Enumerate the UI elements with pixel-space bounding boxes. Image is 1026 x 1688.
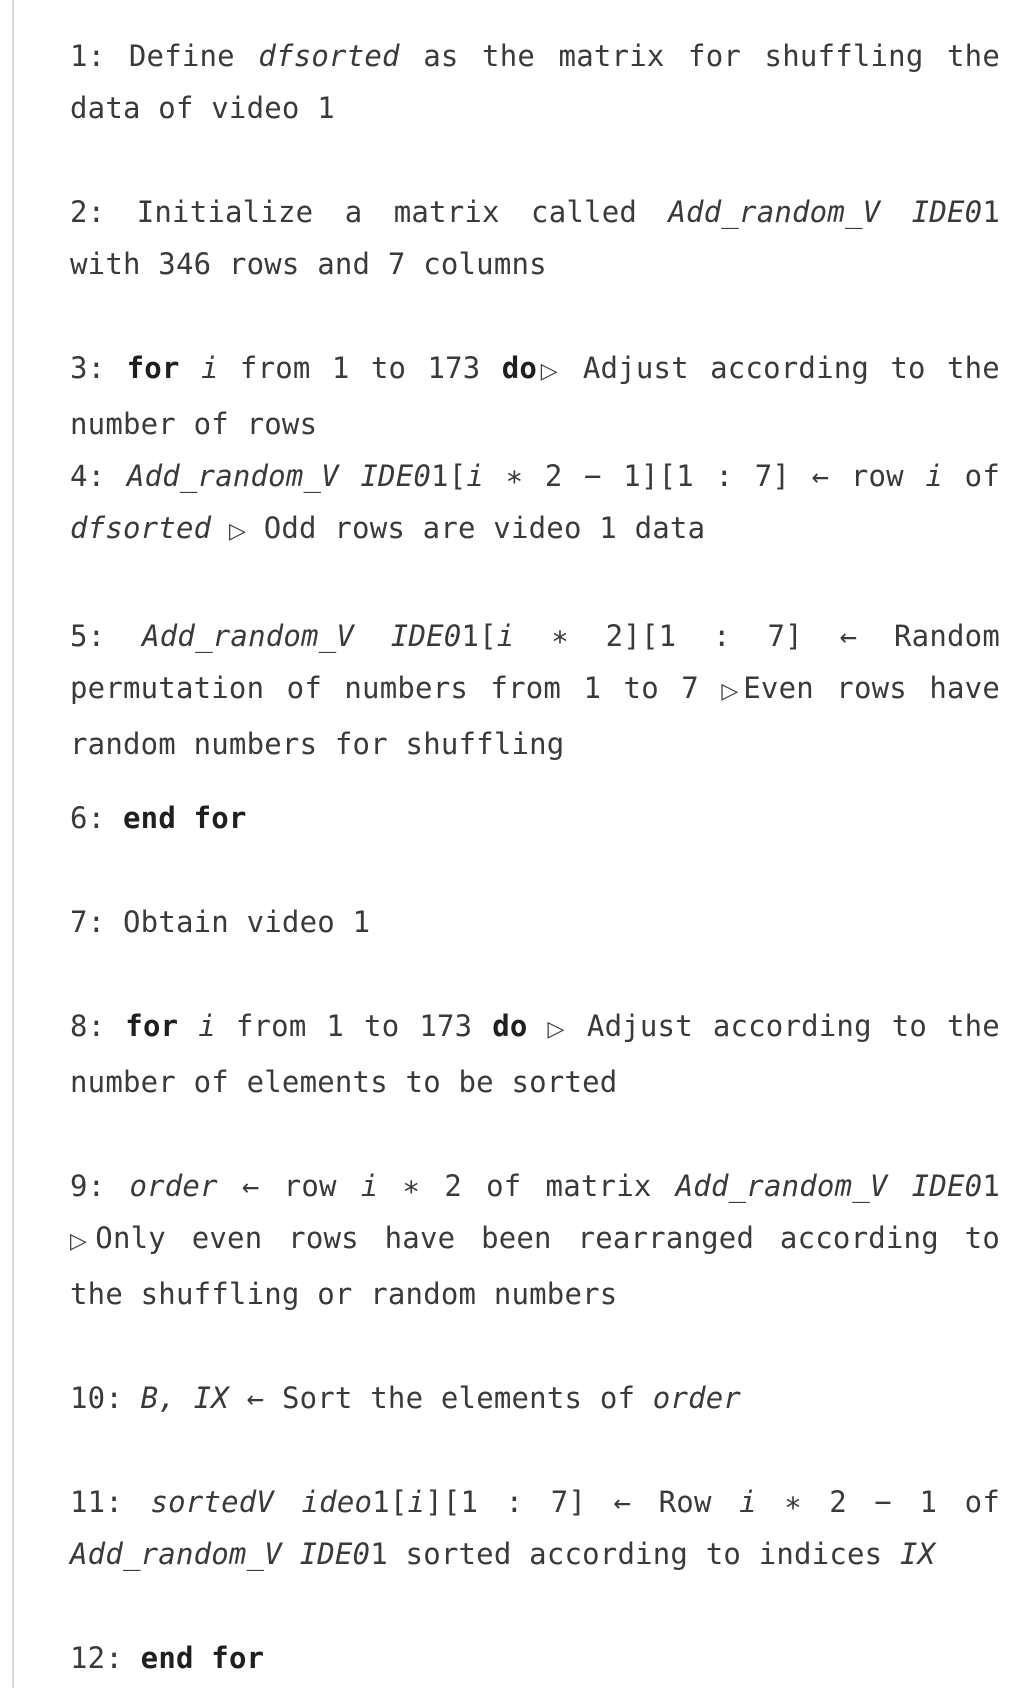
step-text: ∗ 2 − 1][1 : 7] ← row [484,459,926,493]
step-text: 1 [982,1169,1000,1203]
variable-order: order [652,1381,742,1415]
algorithm-step-4 [70,450,1000,558]
variable-matrix: Add_random_V IDE0 [70,1537,371,1571]
step-text: 1 sorted according to indices [370,1537,901,1571]
keyword-end-for: end for [140,1641,265,1675]
variable-i: i [496,619,515,653]
variable-dfsorted: dfsorted [258,39,400,73]
step-text: from 1 to 173 [215,1009,493,1043]
step-number: 2: [70,195,106,229]
step-number: 9: [70,1169,106,1203]
algorithm-step-2 [70,186,1000,290]
step-text: 1[ [372,1485,408,1519]
algorithm-step-11 [70,1476,1000,1580]
variable-sorted-video: sortedV ideo [150,1485,373,1519]
step-text: 1[ [461,619,497,653]
algorithm-step-12 [70,1632,1000,1684]
variable-i: i [198,1009,216,1043]
step-text: 1 with 346 rows and 7 columns [70,195,1000,281]
comment-triangle-icon: ▷ [70,1229,96,1254]
step-text: ∗ 2][1 : 7] ← Random permutation of numbers from 1 to 7 [70,619,1000,705]
algorithm-step-9 [70,1160,1000,1320]
step-text: ][1 : 7] ← Row [425,1485,740,1519]
variable-matrix: Add_random_V IDE0 [668,195,983,229]
variable-i: i [200,351,219,385]
step-number: 6: [70,801,106,835]
step-number: 5: [70,619,106,653]
variable-i: i [739,1485,757,1519]
variable-matrix: Add_random_V IDE0 [675,1169,983,1203]
step-text: of [943,459,1000,493]
variable-i: i [360,1169,379,1203]
comment-triangle-icon: ▷ [721,679,744,704]
step-number: 12: [70,1641,123,1675]
algorithm-step-3 [70,342,1000,450]
keyword-do: do [492,1009,528,1043]
step-comment: Adjust according to the number of rows [70,351,1000,441]
keyword-for: for [126,351,180,385]
variable-ix: IX [900,1537,936,1571]
algorithm-step-6 [70,792,1000,844]
variable-i: i [466,459,485,493]
step-number: 7: [70,905,106,939]
keyword-for: for [125,1009,179,1043]
step-comment: Only even rows have been rearranged according to the shuffling or random numbers [70,1221,1001,1311]
comment-triangle-icon: ▷ [228,519,247,544]
variable-b-ix: B, IX [140,1381,229,1415]
step-text: ∗ 2 of matrix [378,1169,676,1203]
variable-dfsorted: dfsorted [70,511,212,545]
step-text: ← row [217,1169,361,1203]
step-text: 1[ [431,459,467,493]
keyword-end-for: end for [123,801,247,835]
step-number: 8: [70,1009,106,1043]
step-number: 10: [70,1381,123,1415]
step-text: ← Sort the elements of [228,1381,653,1415]
variable-i: i [407,1485,426,1519]
step-text: ∗ 2 − 1 of [756,1485,1000,1519]
step-text: as the matrix for shuffling the data of video 1 [70,39,1000,125]
comment-triangle-icon: ▷ [537,359,562,384]
algorithm-block [70,30,1000,1684]
variable-matrix: Add_random_V IDE0 [126,459,432,493]
algorithm-step-1 [70,30,1000,134]
algorithm-step-7 [70,896,1000,948]
step-comment: Odd rows are video 1 data [246,511,706,545]
algorithm-step-5 [70,610,1000,770]
keyword-do: do [501,351,538,385]
step-number: 3: [70,351,106,385]
algorithm-step-8 [70,1000,1000,1108]
left-border-rule [12,0,14,1688]
variable-i: i [925,459,944,493]
step-number: 1: [70,39,106,73]
step-text: Define [128,39,259,73]
algorithm-step-10 [70,1372,1000,1424]
step-text: Initialize a matrix called [136,195,669,229]
step-text: Obtain video 1 [123,905,371,939]
step-comment: Even rows have random numbers for shuffling [70,671,1000,761]
step-number: 11: [70,1485,123,1519]
step-text: from 1 to 173 [218,351,502,385]
comment-triangle-icon: ▷ [547,1017,567,1042]
variable-matrix: Add_random_V IDE0 [142,619,462,653]
variable-order: order [129,1169,218,1203]
step-comment: Adjust according to the number of elements to be sorted [70,1009,1000,1099]
step-number: 4: [70,459,106,493]
